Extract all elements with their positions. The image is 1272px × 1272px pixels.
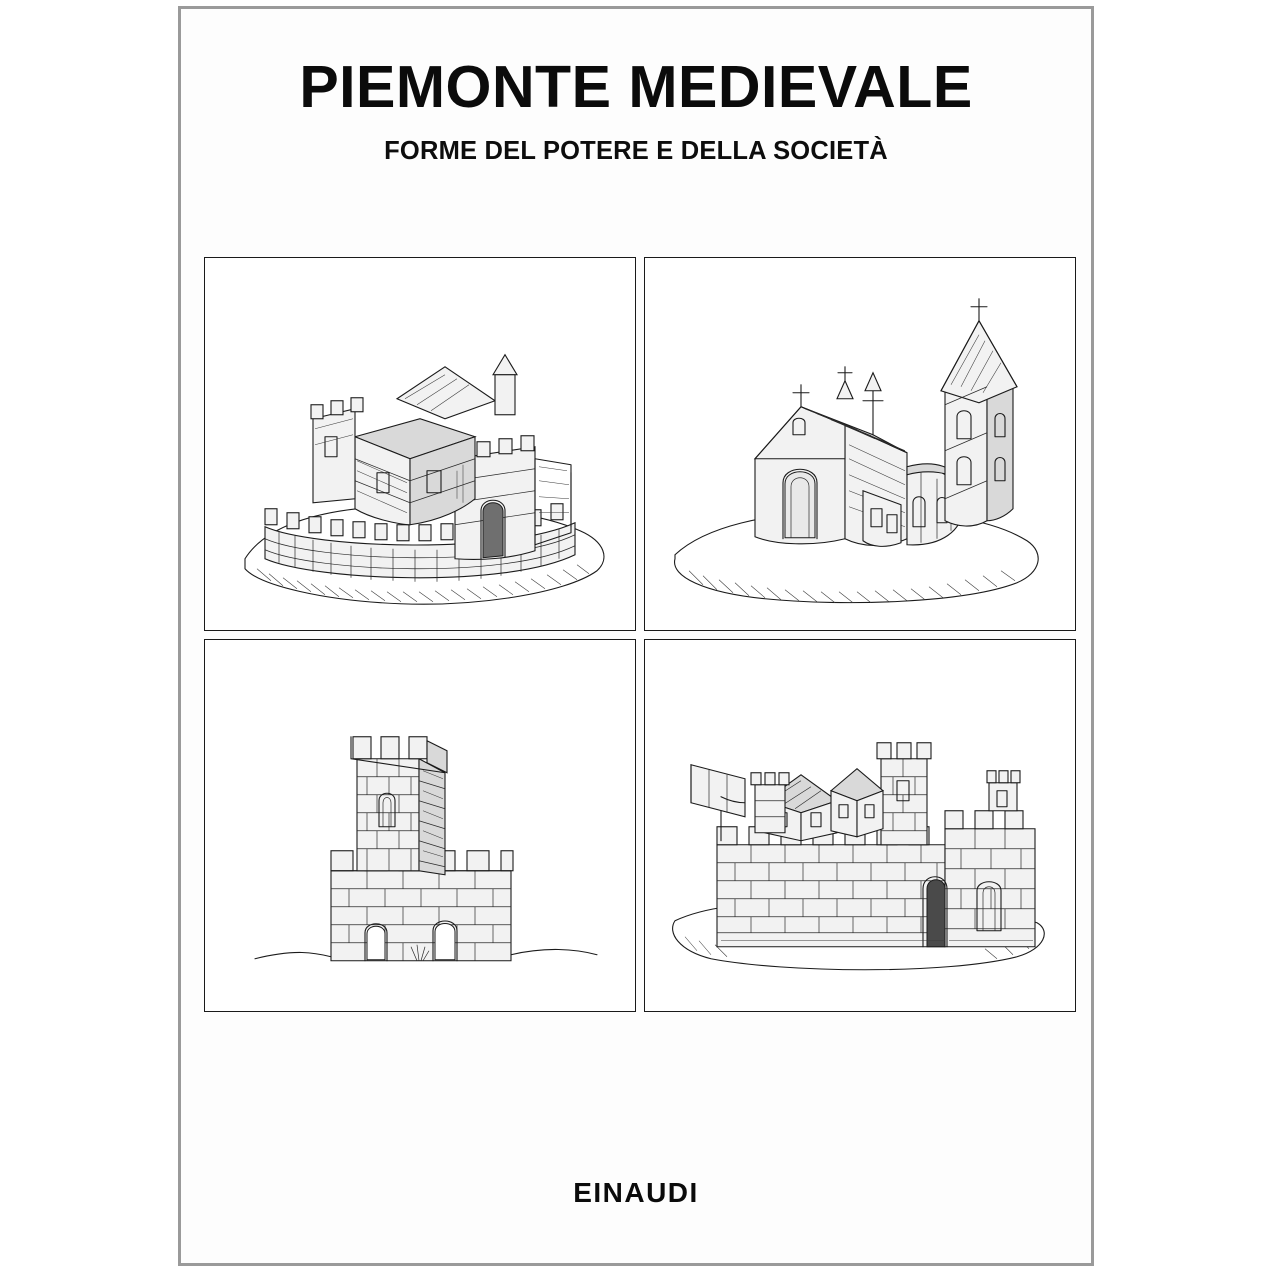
book-cover	[178, 6, 1094, 1266]
fortified-castle-illustration	[204, 257, 636, 631]
tower-house-illustration	[204, 639, 636, 1013]
fortified-town-illustration	[644, 639, 1076, 1013]
page-subtitle: FORME DEL POTERE E DELLA SOCIETÀ	[384, 137, 888, 165]
cover-inner	[181, 9, 1091, 1263]
page-title: PIEMONTE MEDIEVALE	[299, 54, 973, 120]
illustration-grid	[204, 257, 1076, 1012]
romanesque-church-illustration	[644, 257, 1076, 631]
publisher-name: EINAUDI	[573, 1177, 699, 1208]
